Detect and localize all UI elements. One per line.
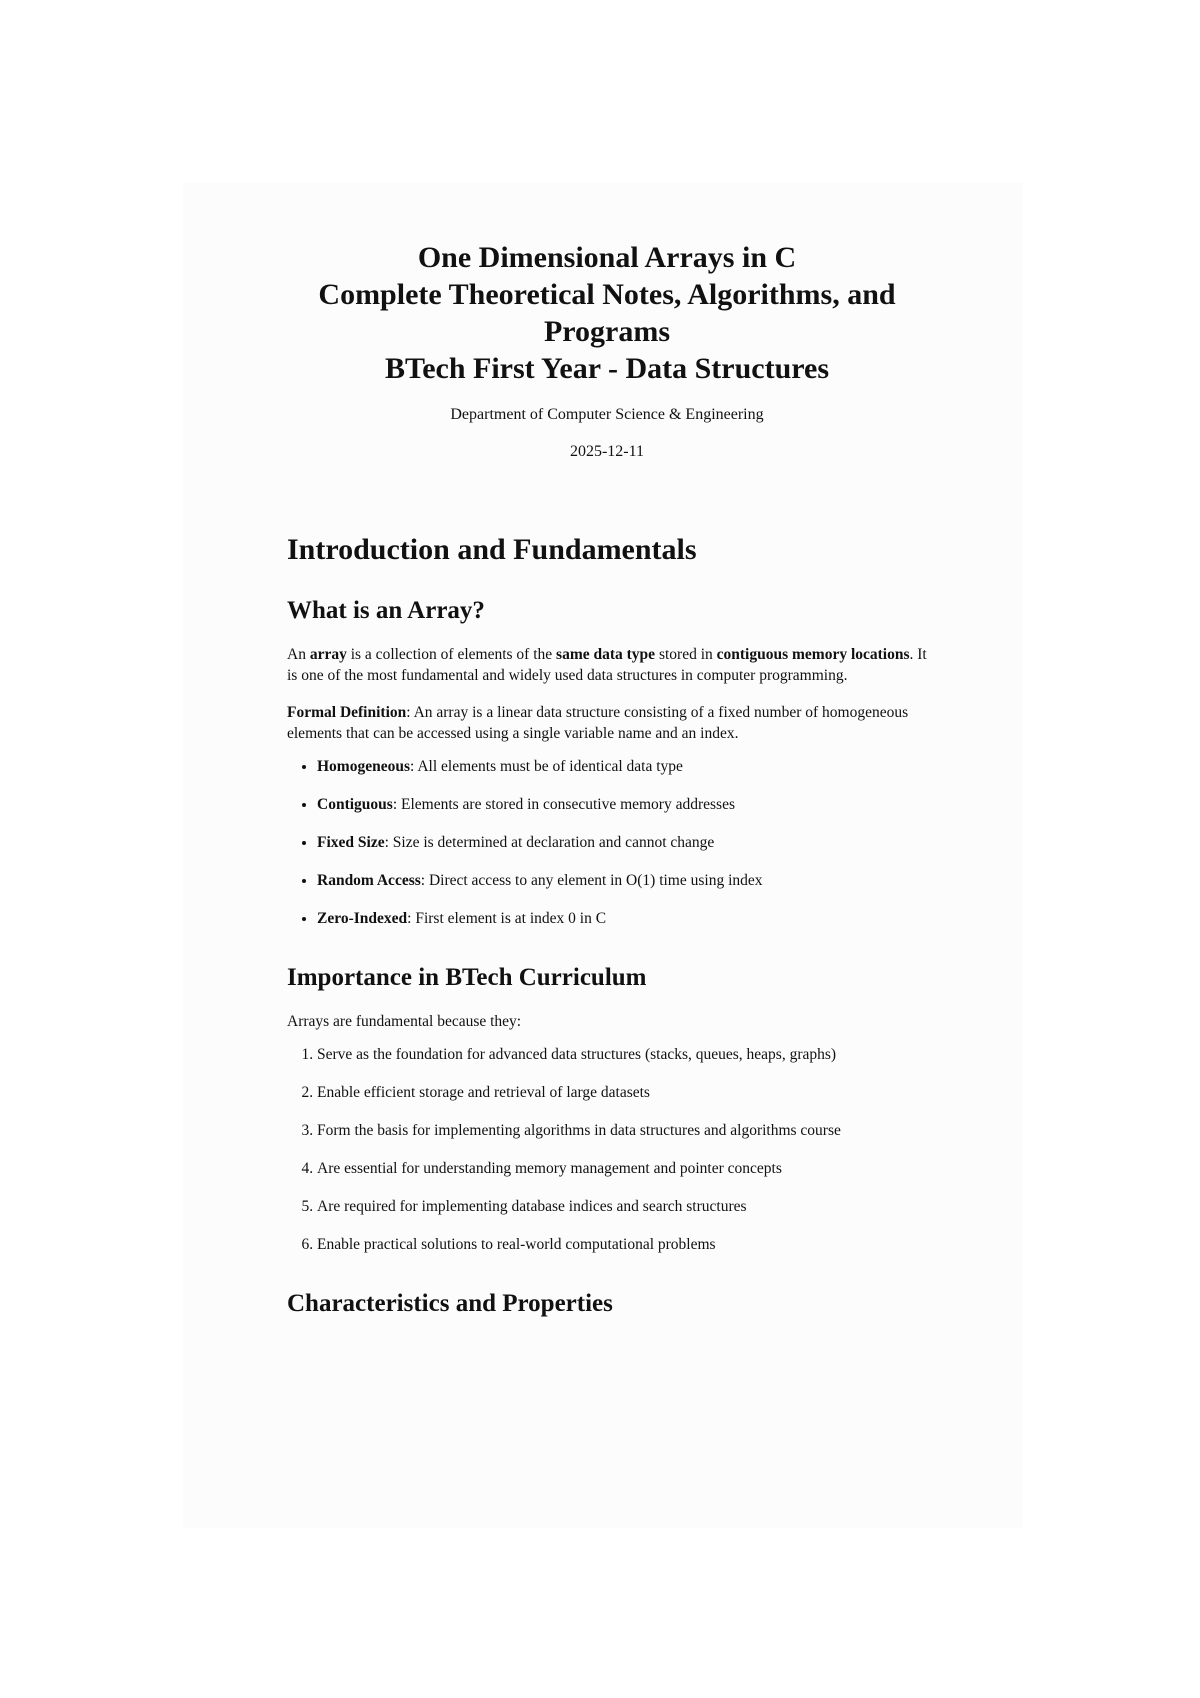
property-term: Fixed Size (317, 834, 385, 851)
page-content (287, 239, 927, 1319)
subsection-heading-characteristics: Characteristics and Properties (287, 1290, 613, 1317)
list-item (317, 832, 927, 853)
section-heading-introduction: Introduction and Fundamentals (287, 533, 697, 566)
list-item: 5. Are required for implementing database indices and search structures (317, 1196, 927, 1217)
department-line: Department of Computer Science & Engineering (450, 406, 764, 423)
text-run: stored in (655, 646, 717, 663)
importance-list (287, 1044, 927, 1255)
property-term: Homogeneous (317, 758, 410, 775)
title-line-3: Programs (543, 315, 671, 348)
list-item: 4. Are essential for understanding memory management and pointer concepts (317, 1158, 927, 1179)
array-properties-list (287, 756, 927, 929)
subsection-heading-importance: Importance in BTech Curriculum (287, 964, 647, 991)
property-desc: : First element is at index 0 in C (407, 910, 607, 927)
document-page (183, 183, 1023, 1528)
bold-term-same-data-type: same data type (556, 646, 656, 663)
title-line-2: Complete Theoretical Notes, Algorithms, and (318, 278, 896, 311)
list-item (317, 794, 927, 815)
property-desc: : Direct access to any element in O(1) time using index (420, 872, 763, 889)
list-item (317, 870, 927, 891)
array-definition-paragraph (287, 644, 927, 686)
title-line-1: One Dimensional Arrays in C (417, 241, 797, 274)
list-item: 1. Serve as the foundation for advanced data structures (stacks, queues, heaps, graphs) (317, 1044, 927, 1065)
property-desc: : Elements are stored in consecutive memory addresses (392, 796, 735, 813)
list-item (317, 908, 927, 929)
list-item: 2. Enable efficient storage and retrieval of large datasets (317, 1082, 927, 1103)
subsection-heading-what-is-array: What is an Array? (287, 597, 485, 624)
property-term: Random Access (317, 872, 421, 889)
list-item (317, 756, 927, 777)
property-term: Zero-Indexed (317, 910, 408, 927)
text-run: An (287, 646, 310, 663)
property-term: Contiguous (317, 796, 393, 813)
formal-definition-paragraph (287, 702, 927, 744)
document-title (287, 239, 927, 387)
text-run: . It is one of the most fundamental and widely used data structures in computer programming. (287, 646, 927, 684)
property-desc: : Size is determined at declaration and cannot change (384, 834, 715, 851)
text-run: : An array is a linear data structure consisting of a fixed number of homogeneous elements that can be accessed using a single variable name and an index. (287, 704, 909, 742)
list-item: 6. Enable practical solutions to real-world computational problems (317, 1234, 927, 1255)
text-run: is a collection of elements of the (346, 646, 557, 663)
list-item: 3. Form the basis for implementing algorithms in data structures and algorithms course (317, 1120, 927, 1141)
date-line: 2025-12-11 (569, 443, 645, 460)
bold-term-formal-definition: Formal Definition (287, 704, 407, 721)
importance-intro: Arrays are fundamental because they: (287, 1013, 522, 1030)
property-desc: : All elements must be of identical data type (410, 758, 683, 775)
bold-term-contiguous-memory: contiguous memory locations (716, 646, 910, 663)
title-line-4: BTech First Year - Data Structures (384, 352, 830, 385)
bold-term-array: array (309, 646, 347, 663)
